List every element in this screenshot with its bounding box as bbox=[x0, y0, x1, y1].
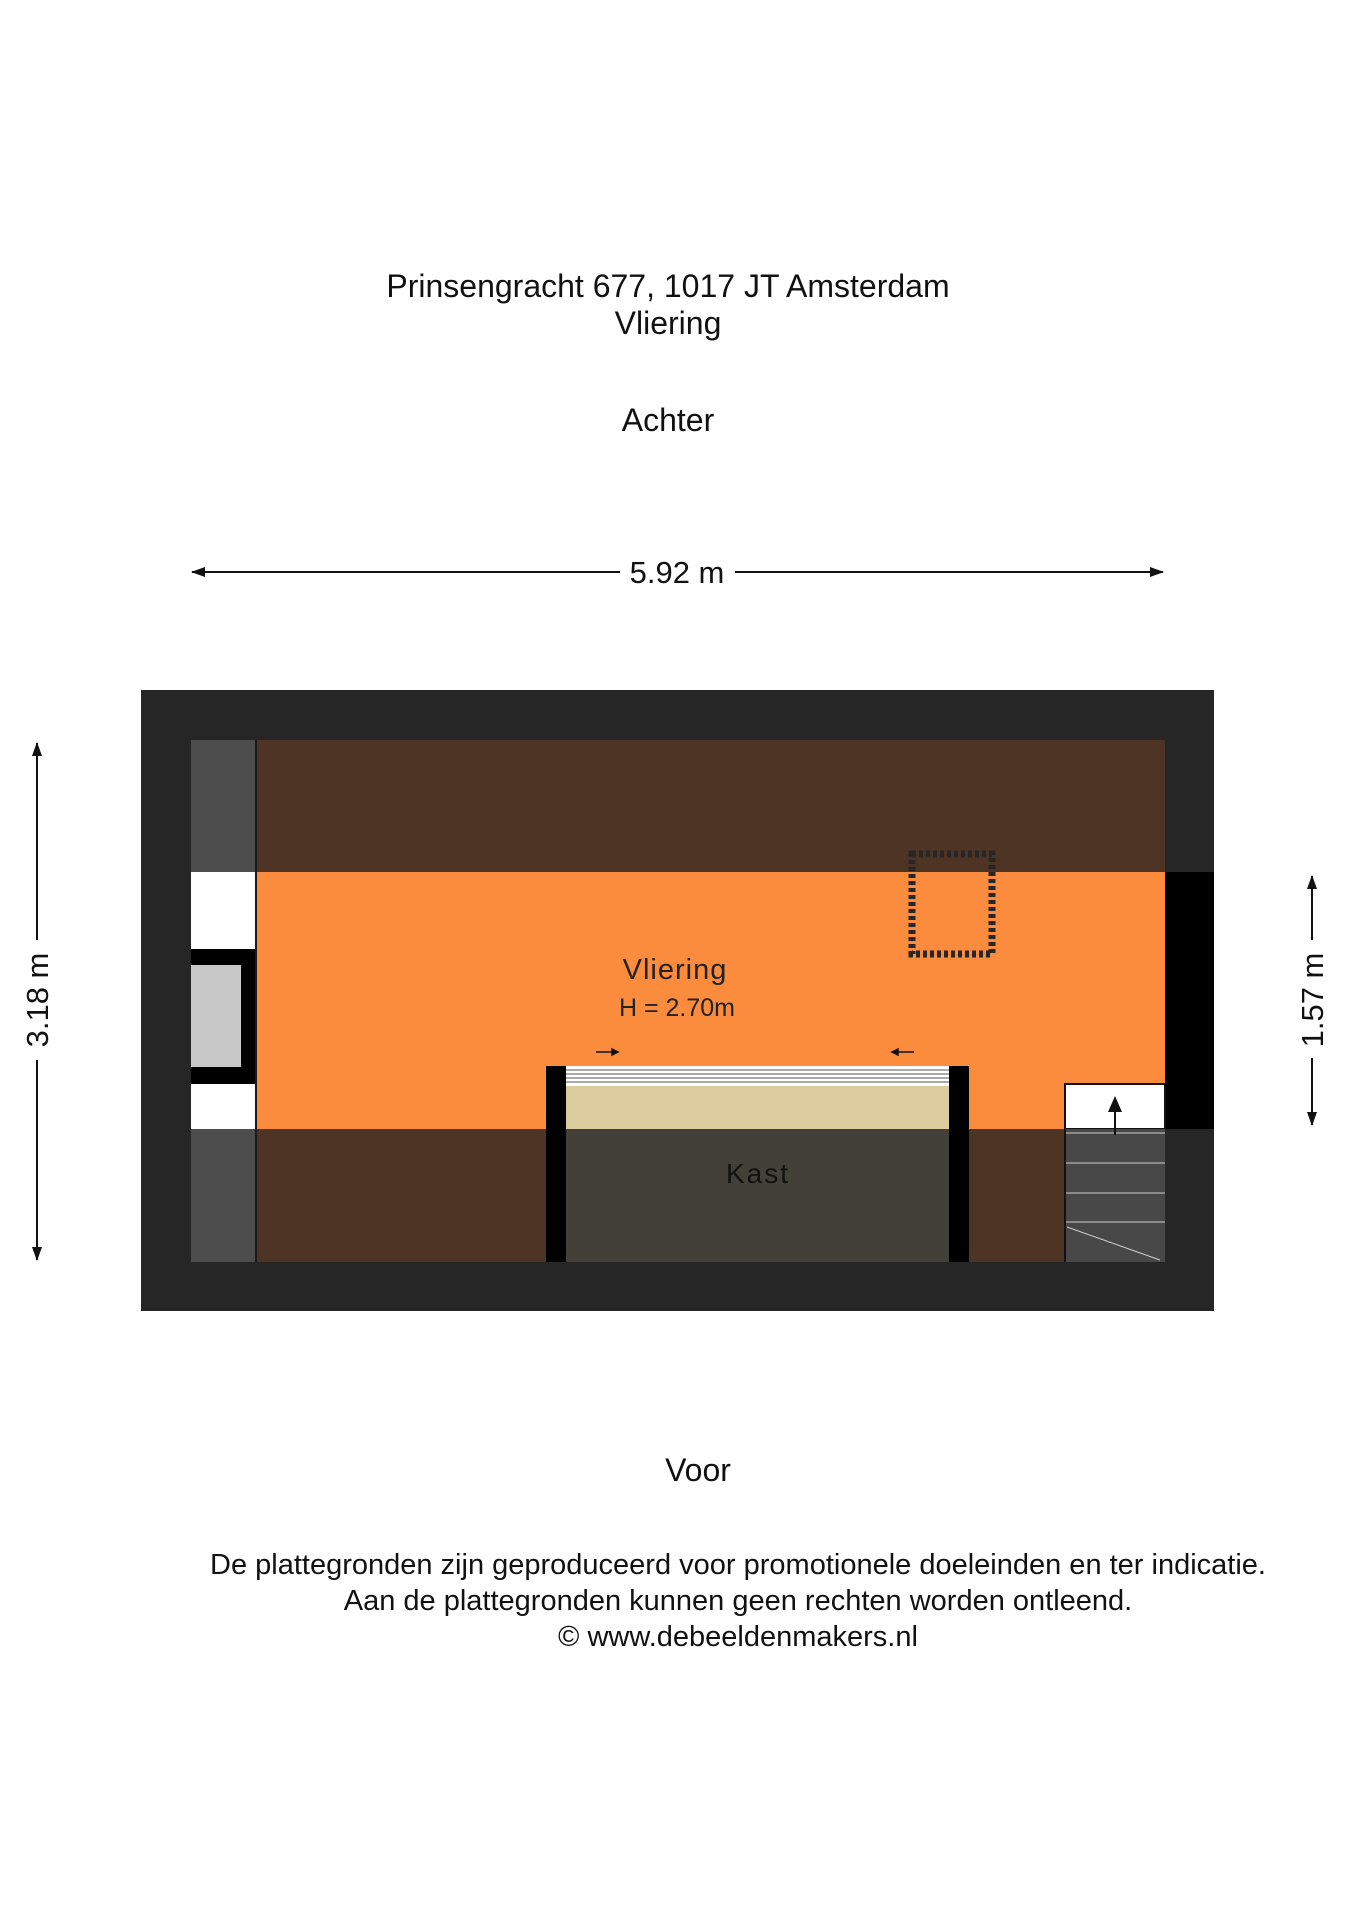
left-wall-strip-bottom bbox=[191, 1129, 256, 1262]
low-ceiling-front-right bbox=[966, 1129, 1065, 1262]
staircase bbox=[1065, 1084, 1165, 1262]
address-title: Prinsengracht 677, 1017 JT Amsterdam bbox=[386, 268, 950, 304]
low-ceiling-front-left bbox=[256, 1129, 546, 1262]
radiator bbox=[191, 965, 241, 1067]
right-height-dimension-label: 1.57 m bbox=[1295, 952, 1330, 1048]
disclaimer-line-1: De plattegronden zijn geproduceerd voor promotionele doeleinden en ter indicatie. bbox=[210, 1549, 1266, 1581]
room-height: H = 2.70m bbox=[618, 994, 736, 1022]
width-dimension-label: 5.92 m bbox=[629, 555, 725, 590]
left-wall-strip-top bbox=[191, 740, 256, 872]
orientation-top-label: Achter bbox=[621, 402, 715, 438]
depth-dimension-label: 3.18 m bbox=[20, 952, 55, 1048]
room-name-kast: Kast bbox=[725, 1158, 791, 1189]
right-height-dimension bbox=[1295, 876, 1330, 1125]
low-ceiling-back bbox=[256, 740, 1165, 872]
disclaimer bbox=[0, 1547, 1358, 1655]
floor-title: Vliering bbox=[614, 305, 722, 341]
orientation-bottom-label: Voor bbox=[665, 1452, 731, 1488]
disclaimer-line-2: Aan de plattegronden kunnen geen rechten worden ontleend. bbox=[343, 1585, 1133, 1617]
copyright-link[interactable]: © www.debeeldenmakers.nl bbox=[558, 1621, 918, 1653]
width-dimension bbox=[192, 555, 1163, 590]
depth-dimension bbox=[20, 743, 55, 1260]
room-name-vliering: Vliering bbox=[622, 954, 728, 986]
